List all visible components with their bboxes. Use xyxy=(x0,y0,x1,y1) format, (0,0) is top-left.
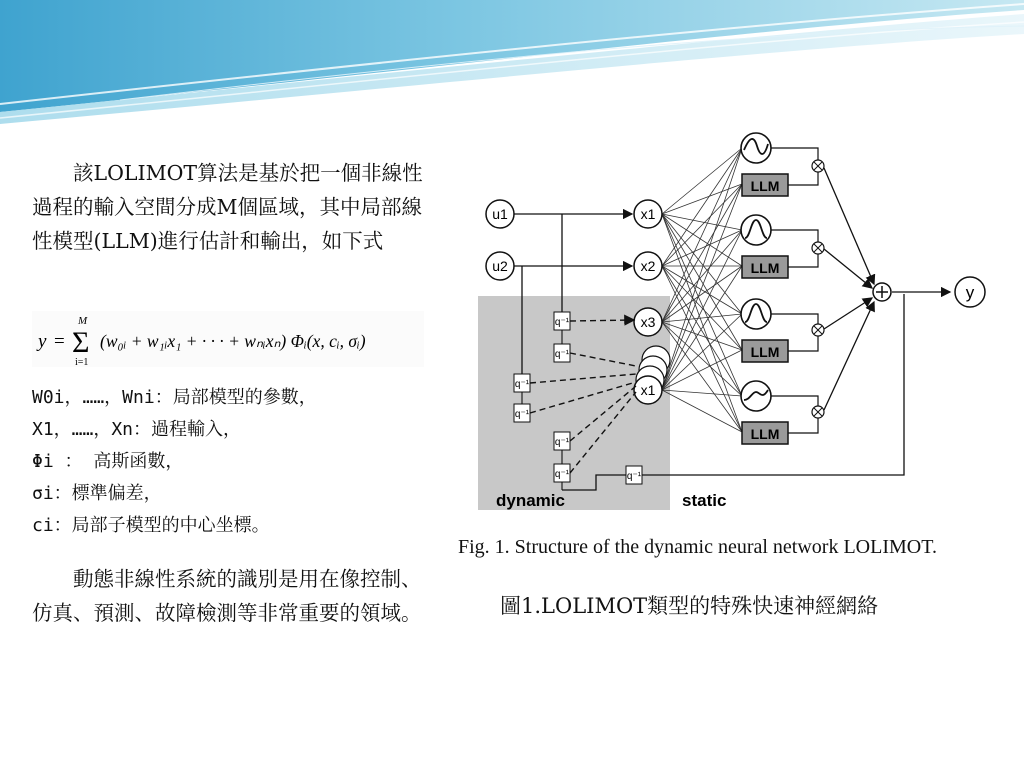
dynamic-label: dynamic xyxy=(496,491,565,510)
definition-line: σi：標準偏差， xyxy=(32,483,162,504)
static-label: static xyxy=(682,491,727,510)
formula-y: y xyxy=(38,331,47,352)
svg-text:LLM: LLM xyxy=(750,260,780,276)
svg-text:q⁻¹: q⁻¹ xyxy=(554,469,570,480)
figure-caption-chinese: 圖1.LOLIMOT類型的特殊快速神經網絡 xyxy=(500,594,879,618)
svg-text:q⁻¹: q⁻¹ xyxy=(554,317,570,328)
lolimot-network-diagram xyxy=(470,128,1010,520)
application-paragraph: 動態非線性系統的識別是用在像控制、仿真、預測、故障檢測等非常重要的領域。 xyxy=(32,567,422,625)
svg-text:q⁻¹: q⁻¹ xyxy=(554,437,570,448)
network-connections xyxy=(662,148,742,432)
delay-block xyxy=(626,466,642,484)
regressor-node-x2 xyxy=(634,252,662,280)
formula-sum-bottom: i=1 xyxy=(75,357,89,367)
input-node-u1 xyxy=(486,200,514,228)
definition-line: ci：局部子模型的中心坐標。 xyxy=(32,515,270,536)
svg-text:q⁻¹: q⁻¹ xyxy=(554,349,570,360)
multiplier-nodes xyxy=(812,160,824,418)
input-node-u2 xyxy=(486,252,514,280)
intro-text-block xyxy=(32,156,440,258)
formula-equals: = xyxy=(54,331,65,352)
delay-block xyxy=(514,404,530,422)
intro-paragraph: 該LOLIMOT算法是基於把一個非線性過程的輸入空間分成M個區域，其中局部線性模型(LLM)進行估計和輸出，如下式 xyxy=(32,161,423,253)
neuron-group-4 xyxy=(741,381,788,444)
regressor-node-x3 xyxy=(634,308,662,336)
delay-block xyxy=(554,344,570,362)
delay-block xyxy=(554,312,570,330)
svg-text:x3: x3 xyxy=(640,314,656,330)
svg-text:u2: u2 xyxy=(492,258,508,274)
lolimot-output-formula xyxy=(32,311,424,367)
svg-text:LLM: LLM xyxy=(750,344,780,360)
formula-sum-top: M xyxy=(78,315,88,327)
neuron-group-2 xyxy=(741,215,788,278)
svg-text:LLM: LLM xyxy=(750,426,780,442)
svg-text:x1: x1 xyxy=(640,382,656,398)
delay-block xyxy=(554,432,570,450)
svg-text:q⁻¹: q⁻¹ xyxy=(514,379,530,390)
delay-block xyxy=(514,374,530,392)
formula-sigma: Σ xyxy=(72,326,90,359)
svg-text:x1: x1 xyxy=(640,206,656,222)
formula-body: (w₀ᵢ + w₁ᵢx₁ + · · · + wₙᵢxₙ) Φᵢ(x, cᵢ, σᵢ) xyxy=(100,331,366,351)
definition-line: X1，……，Xn：過程輸入， xyxy=(32,419,242,440)
summation-node xyxy=(873,283,891,301)
svg-text:LLM: LLM xyxy=(750,178,780,194)
svg-text:y: y xyxy=(965,283,975,302)
definition-line: W0i，……，Wni：局部模型的參數， xyxy=(32,387,317,408)
output-node-y xyxy=(955,277,985,307)
definition-line: Φi ： 高斯函數， xyxy=(32,451,184,472)
application-text-block xyxy=(32,562,440,630)
svg-text:u1: u1 xyxy=(492,206,508,222)
svg-text:q⁻¹: q⁻¹ xyxy=(514,409,530,420)
figure-caption: Fig. 1. Structure of the dynamic neural network LOLIMOT. xyxy=(458,536,937,558)
neuron-group-3 xyxy=(741,299,788,362)
symbol-definitions xyxy=(32,382,442,542)
delay-block xyxy=(554,464,570,482)
svg-text:q⁻¹: q⁻¹ xyxy=(626,471,642,482)
svg-text:x2: x2 xyxy=(640,258,656,274)
header-wave-decoration xyxy=(0,0,1024,130)
neuron-group-1 xyxy=(741,133,788,196)
regressor-node-x1 xyxy=(634,200,662,228)
